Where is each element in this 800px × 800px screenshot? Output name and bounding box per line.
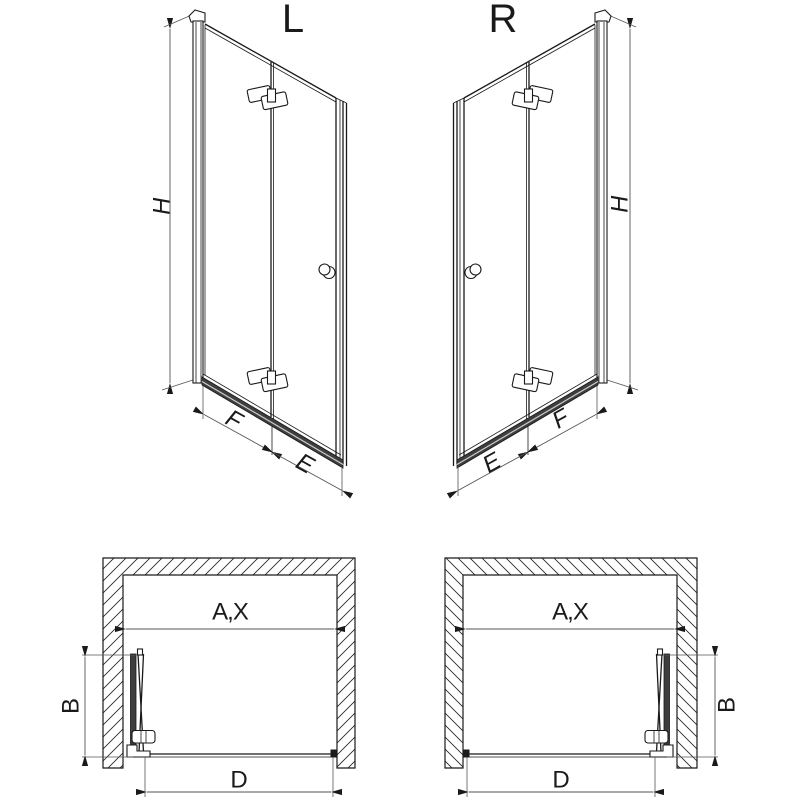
wall-profile (189, 10, 205, 383)
dim-label-f-left: F (219, 405, 249, 435)
dim-label-opening-width-right: A,X (552, 598, 588, 626)
door-perspective-right (454, 10, 639, 496)
door-perspective-left (162, 10, 347, 496)
dim-label-height-right: H (606, 192, 634, 216)
folded-door-top-view (127, 649, 155, 757)
plan-view-right (445, 558, 718, 797)
variant-label-left: L (281, 0, 305, 41)
handle-icon (132, 731, 155, 744)
dim-label-height-left: H (148, 194, 176, 218)
hinge-top-icon (247, 85, 288, 110)
dim-label-e-left: E (289, 449, 321, 479)
dim-label-opening-width-left: A,X (212, 598, 248, 626)
dim-label-f-right: F (550, 402, 572, 436)
dim-label-b-right: B (713, 696, 741, 714)
variant-label-right: R (488, 0, 518, 41)
dim-label-e-right: E (480, 446, 504, 480)
dim-label-d-right: D (552, 766, 570, 794)
width-dimension-chain (203, 386, 342, 496)
plan-view-left (82, 558, 355, 797)
hinge-bottom-icon (247, 367, 288, 392)
dim-label-d-left: D (230, 766, 248, 794)
door-knob-icon (319, 264, 335, 279)
labels (58, 0, 741, 794)
dim-label-b-left: B (57, 697, 85, 715)
threshold-sill (133, 750, 337, 758)
